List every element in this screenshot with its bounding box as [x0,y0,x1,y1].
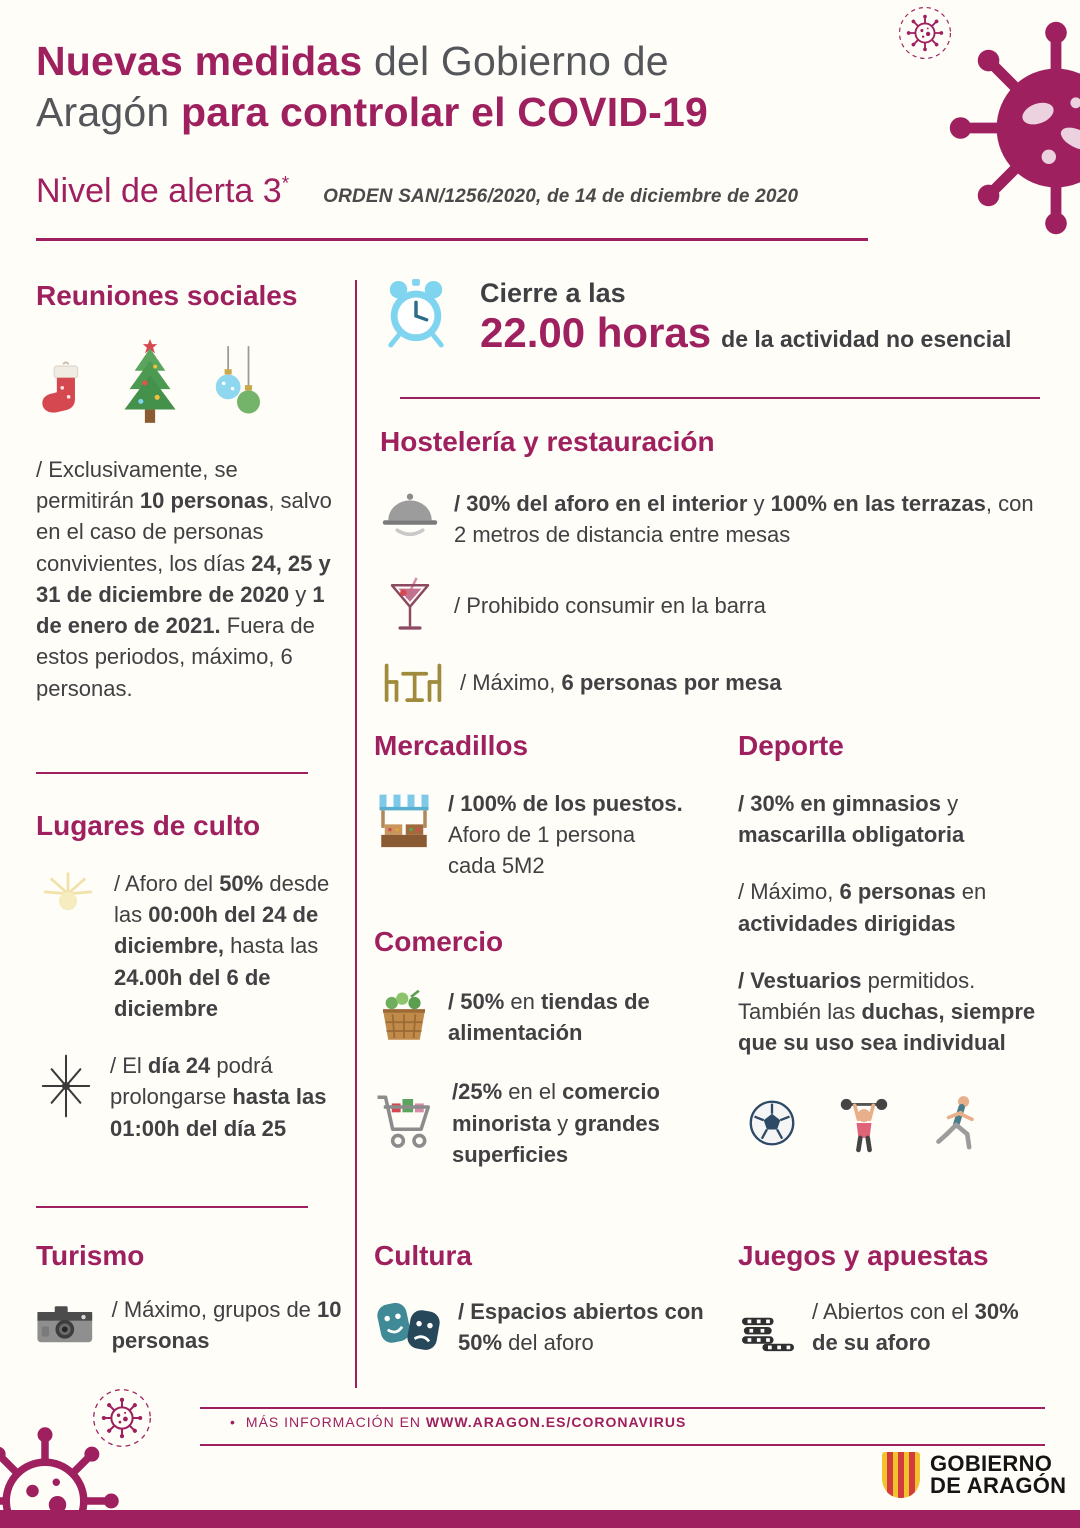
juegos-item [738,1296,1046,1358]
section-title: Turismo [36,1240,145,1271]
page-title [36,36,708,138]
virus-icon [898,6,952,60]
soccer-ball-icon [748,1099,796,1147]
more-info-text: MÁS INFORMACIÓN EN [245,1414,426,1430]
culto-item [36,868,348,1024]
divider [400,397,1040,399]
juegos-rule-text: / Abiertos con el 30% de su aforo [812,1299,1019,1356]
table-chairs-icon [380,660,446,704]
cultura-item [374,1296,708,1358]
hosteleria-rule-text: / 30% del aforo en el interior y 100% en las terrazas, con 2 metros de distancia entre mesas [454,491,1034,548]
deporte-rule-text: / 30% en gimnasios y mascarilla obligatoria [738,791,965,848]
hosteleria-rule-text: / Máximo, 6 personas por mesa [460,669,782,695]
cierre-line2: de la actividad no esencial [721,326,1012,352]
comercio-rule-text: / 50% en tiendas de alimentación [448,989,650,1046]
section-reuniones-sociales [36,280,338,704]
title-accent-1: Nuevas medidas [36,38,363,84]
hosteleria-item [380,572,1042,638]
alarm-clock-icon [382,276,450,350]
footer-divider [200,1407,1045,1409]
comercio-item [374,1076,708,1170]
header-divider [36,238,868,241]
divider [36,1206,308,1208]
coronavirus-url-link[interactable]: WWW.ARAGON.ES/CORONAVIRUS [425,1414,687,1430]
vertical-divider [355,280,357,1388]
christmas-stocking-icon [36,360,94,430]
mercadillos-item [374,788,686,882]
turismo-rule-text: / Máximo, grupos de 10 personas [111,1297,342,1354]
section-title: Lugares de culto [36,810,261,841]
section-title: Mercadillos [374,730,529,761]
footer-divider [200,1444,1045,1446]
mercadillos-rule-text: / 100% de los puestos. Aforo de 1 persona cada 5M2 [448,791,683,879]
section-title: Hostelería y restauración [380,426,715,457]
runner-icon [932,1093,984,1153]
section-turismo [36,1240,352,1356]
cierre-time: 22.00 horas [480,309,712,356]
gobierno-aragon-logo [882,1452,1066,1498]
alert-row [36,172,798,211]
more-info-line [230,1414,686,1430]
section-title: Cultura [374,1240,472,1271]
section-cultura [374,1240,708,1358]
sport-icons-row [738,1093,1046,1153]
section-title: Comercio [374,926,504,957]
section-title: Deporte [738,730,844,761]
section-lugares-de-culto [36,810,348,1144]
section-cierre [382,276,1044,357]
bullet: • [230,1414,236,1430]
reuniones-rule-text: / Exclusivamente, se permitirán 10 personas, salvo en el caso de personas convivientes, los días 24, 25 y 31 de diciembre de 2020 y 1 de enero de 2021. Fuera de estos periodos, máximo, 6 personas. [36,457,332,701]
comercio-item [374,986,708,1048]
christmas-tree-icon [114,338,186,430]
poker-chips-icon [740,1301,796,1353]
title-accent-2: para controlar el COVID-19 [181,88,708,135]
cultura-rule-text: / Espacios abiertos con 50% del aforo [458,1299,704,1356]
camera-icon [36,1297,94,1353]
divider [36,772,308,774]
title-plain-2: Aragón [36,88,182,135]
hosteleria-item [380,660,1042,704]
culto-item [36,1050,348,1144]
theater-masks-icon [374,1297,444,1357]
sun-rays-icon [36,868,100,914]
turismo-item [36,1294,352,1356]
deporte-rule-text: / Máximo, 6 personas en actividades dirigidas [738,879,987,936]
christmas-icons-row [36,332,338,430]
section-mercadillos [374,730,686,882]
hosteleria-rule-text: / Prohibido consumir en la barra [454,592,766,618]
cierre-text [480,276,1011,357]
culto-rule-text: / Aforo del 50% desde las 00:00h del 24 de diciembre, hasta las 24.00h del 6 de diciembre [114,871,330,1021]
serving-dish-icon [381,488,439,538]
cierre-line1: Cierre a las [480,278,626,308]
order-reference: ORDEN SAN/1256/2020, de 14 de diciembre de 2020 [323,186,799,207]
market-stall-icon [376,788,432,852]
section-comercio [374,926,708,1170]
section-deporte [738,730,1046,1153]
section-hosteleria [380,426,1042,704]
star-sparkle-icon [38,1050,94,1122]
alert-level: Nivel de alerta 3* [36,172,290,210]
title-rest-1: del Gobierno de [362,38,669,84]
culto-rule-text: / El día 24 podrá prolongarse hasta las 01:00h del día 25 [110,1053,327,1141]
logo-text: GOBIERNO DE ARAGÓN [930,1451,1067,1498]
section-title: Juegos y apuestas [738,1240,989,1271]
grocery-basket-icon [376,988,432,1046]
aragon-shield-icon [882,1452,920,1498]
section-title: Reuniones sociales [36,280,298,311]
virus-icon [948,20,1080,236]
christmas-ornaments-icon [206,342,268,430]
section-juegos-apuestas [738,1240,1046,1358]
alert-asterisk: * [281,173,290,195]
weightlifter-icon [838,1093,890,1153]
comercio-rule-text: /25% en el comercio minorista y grandes superficies [452,1079,660,1167]
bottom-accent-bar [0,1510,1080,1528]
cocktail-icon [387,572,433,638]
shopping-cart-icon [374,1090,438,1156]
hosteleria-item [380,488,1042,550]
deporte-rule-text: / Vestuarios permitidos. También las duchas, siempre que su uso sea individual [738,967,1036,1056]
